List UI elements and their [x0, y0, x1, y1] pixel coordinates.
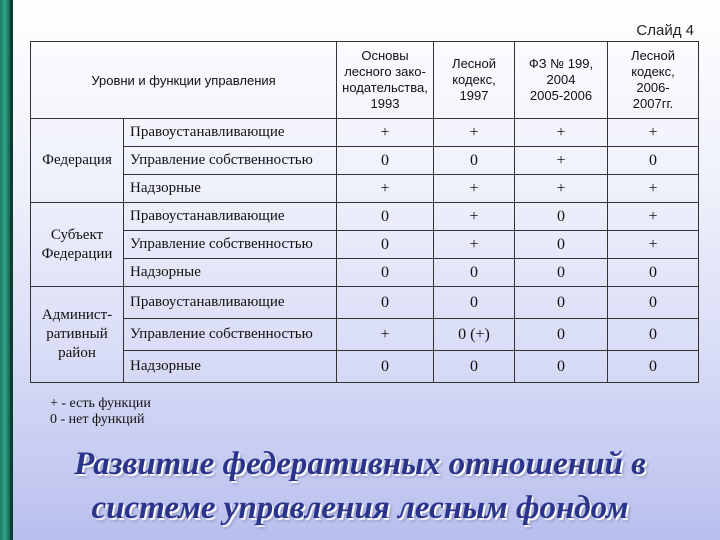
value-cell: 0: [434, 259, 515, 287]
column-header-line: нодательства,: [342, 80, 428, 95]
value-cell: +: [515, 147, 608, 175]
column-header-line: 1997: [459, 88, 489, 103]
column-header: [608, 42, 699, 119]
value-cell: 0: [337, 259, 434, 287]
value-cell: 0: [608, 259, 699, 287]
column-header-line: лесного зако-: [344, 64, 426, 79]
level-name-line: Федерация: [42, 152, 112, 168]
function-cell: Управление собственностью: [124, 147, 337, 175]
function-cell: Правоустанавливающие: [124, 287, 337, 319]
value-cell: 0: [337, 147, 434, 175]
value-cell: 0: [434, 147, 515, 175]
level-name-line: Субъект: [50, 226, 104, 243]
value-cell: +: [337, 319, 434, 351]
table-row: [31, 175, 699, 203]
value-cell: 0 (+): [434, 319, 515, 351]
function-cell: Правоустанавливающие: [124, 203, 337, 231]
forest-management-table: [30, 41, 699, 383]
slide-title: [0, 442, 720, 530]
column-header: [515, 42, 608, 119]
column-header-line: Лесной: [452, 56, 496, 71]
column-header-line: 2006-: [636, 80, 670, 95]
level-cell: [31, 287, 124, 383]
level-name-line: Федерации: [41, 245, 113, 262]
value-cell: 0: [515, 231, 608, 259]
value-cell: 0: [434, 287, 515, 319]
header-row: [31, 42, 699, 119]
function-cell: Надзорные: [124, 351, 337, 383]
value-cell: +: [434, 119, 515, 147]
value-cell: 0: [337, 351, 434, 383]
function-cell: Управление собственностью: [124, 231, 337, 259]
value-cell: 0: [434, 351, 515, 383]
value-cell: +: [515, 119, 608, 147]
table-row: [31, 259, 699, 287]
function-cell: Надзорные: [124, 175, 337, 203]
value-cell: 0: [608, 351, 699, 383]
value-cell: 0: [337, 287, 434, 319]
function-cell: Управление собственностью: [124, 319, 337, 351]
table-row: [31, 351, 699, 383]
value-cell: +: [337, 175, 434, 203]
corner-header: Уровни и функции управления: [31, 42, 337, 119]
table-row: [31, 231, 699, 259]
value-cell: 0: [337, 231, 434, 259]
legend-plus: + - есть функции: [50, 396, 151, 411]
value-cell: 0: [608, 147, 699, 175]
column-header-line: кодекс,: [452, 72, 496, 87]
column-header-line: Лесной: [631, 48, 675, 63]
value-cell: +: [608, 203, 699, 231]
value-cell: +: [608, 175, 699, 203]
column-header-line: Основы: [361, 48, 409, 63]
value-cell: +: [608, 119, 699, 147]
level-name-line: район: [58, 345, 96, 361]
value-cell: 0: [515, 319, 608, 351]
value-cell: 0: [608, 319, 699, 351]
column-header-line: 2007гг.: [632, 96, 674, 111]
level-cell: [31, 119, 124, 203]
value-cell: +: [434, 231, 515, 259]
function-cell: Правоустанавливающие: [124, 119, 337, 147]
level-cell: [31, 203, 124, 287]
value-cell: +: [337, 119, 434, 147]
table-row: [31, 319, 699, 351]
table-row: [31, 147, 699, 175]
slide-title-line: системе управления лесным фондом: [91, 490, 629, 526]
value-cell: +: [434, 203, 515, 231]
value-cell: +: [434, 175, 515, 203]
value-cell: +: [608, 231, 699, 259]
slide-title-line: Развитие федеративных отношений в: [74, 446, 646, 482]
value-cell: 0: [515, 259, 608, 287]
table-row: [31, 287, 699, 319]
slide-number: Слайд 4: [636, 22, 694, 39]
value-cell: +: [515, 175, 608, 203]
value-cell: 0: [515, 287, 608, 319]
table-row: [31, 119, 699, 147]
legend-zero: 0 - нет функций: [50, 412, 145, 427]
level-name-line: Админист-: [41, 307, 113, 323]
column-header-line: 2005-2006: [529, 88, 593, 103]
level-name-line: ративный: [46, 326, 108, 342]
column-header-line: 2004: [546, 72, 576, 87]
value-cell: 0: [337, 203, 434, 231]
value-cell: 0: [515, 351, 608, 383]
column-header: [434, 42, 515, 119]
value-cell: 0: [515, 203, 608, 231]
value-cell: 0: [608, 287, 699, 319]
column-header-line: кодекс,: [631, 64, 675, 79]
column-header-line: ФЗ № 199,: [528, 56, 594, 71]
legend: [50, 396, 151, 428]
function-cell: Надзорные: [124, 259, 337, 287]
column-header-line: 1993: [370, 96, 400, 111]
table-row: [31, 203, 699, 231]
column-header: [337, 42, 434, 119]
